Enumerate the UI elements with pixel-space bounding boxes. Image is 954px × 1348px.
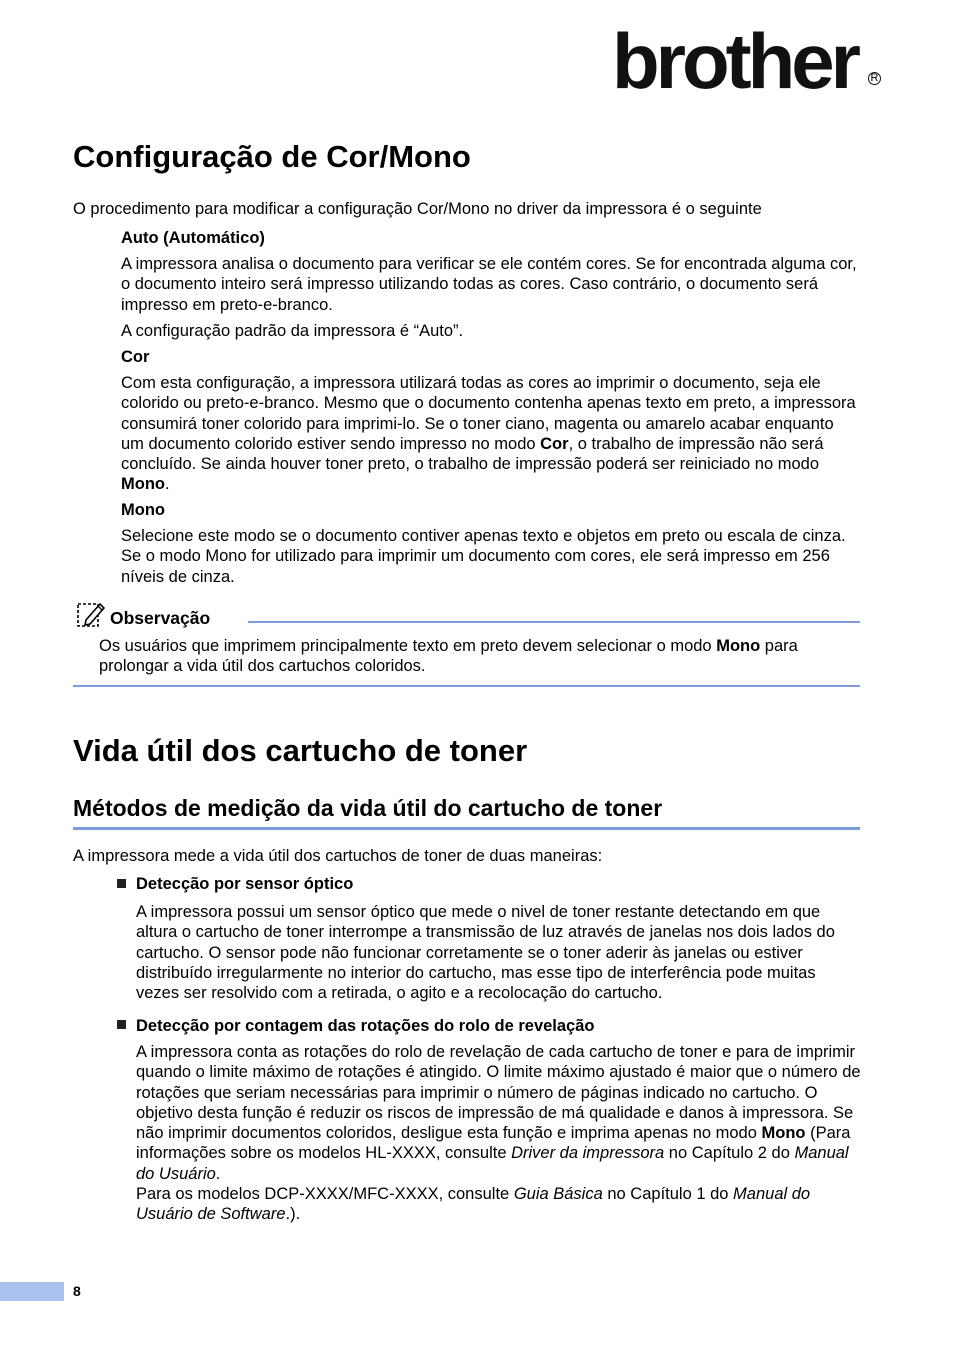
note-bottom-rule — [73, 685, 860, 687]
item1-text: A impressora possui um sensor óptico que mede o nivel de toner restante detectando em que altura o cartucho de toner interrompe a transmissão de luz através de janelas nos dois lados do cartucho. O sensor pode não funcionar corretamente se o toner aderir às janelas ou estiver distribuído irregularmente no interior do cartucho, mas esse tipo de interferência pode muitas vezes ser resolvido com a retirada, o agito e a recolocação do cartucho. — [136, 903, 835, 1003]
item2-italic: Driver da impressora — [511, 1144, 665, 1163]
page-number-tab — [0, 1282, 64, 1301]
brother-logo: brother — [612, 17, 857, 105]
cor-heading: Cor — [121, 348, 150, 366]
note-bold: Mono — [716, 637, 761, 655]
mono-heading: Mono — [121, 501, 165, 519]
note-text-part: Os usuários que imprimem principalmente texto em preto devem selecionar o modo — [99, 637, 717, 655]
cor-bold: Cor — [540, 434, 569, 453]
subsection-rule — [73, 827, 860, 830]
auto-heading: Auto (Automático) — [121, 229, 265, 247]
page-number: 8 — [73, 1283, 81, 1299]
section-title-toner-life: Vida útil dos cartucho de toner — [73, 733, 528, 768]
note-pencil-icon — [76, 600, 106, 630]
note-text — [99, 636, 859, 677]
item2-italic: Manual do Usuário — [136, 1144, 849, 1183]
item2-text-part: .). — [285, 1205, 301, 1224]
item2-text-part: A impressora conta as rotações do rolo de revelação de cada cartucho de toner e para de imprimir quando o limite máximo de rotações é atingido. O limite máximo ajustado é maior que o número de rotações que seriam necessárias para imprimir o número de páginas indicado no cartucho. O objetivo desta função é reduzir os riscos de impressão de má qualidade e danos à impressora. Se não imprimir documentos coloridos, desligue esta função e imprima apenas no modo — [136, 1043, 861, 1143]
mono-text: Selecione este modo se o documento contiver apenas texto e objetos em preto ou escala de cinza. Se o modo Mono for utilizado para imprimir um documento com cores, ele será impresso em 256 níveis de cinza. — [121, 527, 846, 586]
section-title-color-mono: Configuração de Cor/Mono — [73, 139, 471, 174]
item2-text-part: no Capítulo 1 do — [602, 1185, 734, 1204]
item2-text-part: Para os modelos DCP-XXXX/MFC-XXXX, consulte — [136, 1185, 514, 1204]
bullet-square-icon — [117, 879, 126, 888]
cor-text-part: Com esta configuração, a impressora utilizará todas as cores ao imprimir o documento, seja ele colorido ou preto-e-branco. Mesmo que o documento contenha apenas texto em preto, a impressora consumirá toner colorido para imprimi-lo. Se o toner ciano, magenta ou amarelo acabar enquanto um documento colorido estiver sendo impresso no modo — [121, 374, 856, 453]
section2-intro: A impressora mede a vida útil dos cartuchos de toner de duas maneiras: — [73, 847, 603, 865]
item2-text-part: no Capítulo 2 do — [664, 1144, 795, 1163]
subsection-title: Métodos de medição da vida útil do cartucho de toner — [73, 795, 663, 821]
item2-bold: Mono — [761, 1124, 806, 1143]
note-label: Observação — [110, 608, 211, 628]
item2-text-part: . — [215, 1164, 221, 1183]
note-text-part: para prolongar a vida útil dos cartuchos coloridos. — [99, 637, 798, 676]
auto-default: A configuração padrão da impressora é “Auto”. — [121, 322, 464, 340]
item2-text-part: (Para informações sobre os modelos HL-XXXX, consulte — [136, 1124, 851, 1163]
registered-mark: R — [868, 72, 881, 85]
item1-heading: Detecção por sensor óptico — [136, 875, 354, 893]
section1-intro: O procedimento para modificar a configuração Cor/Mono no driver da impressora é o seguinte — [73, 200, 762, 218]
item2-text — [136, 1042, 861, 1225]
item2-italic: Guia Básica — [513, 1185, 603, 1204]
bullet-square-icon — [117, 1020, 126, 1029]
cor-text-part: , o trabalho de impressão não será concluído. Se ainda houver toner preto, o trabalho de impressão poderá ser reiniciado no modo — [121, 434, 824, 474]
cor-text — [121, 373, 861, 495]
cor-text-part: . — [164, 475, 170, 494]
note-top-rule — [248, 621, 860, 623]
item2-heading: Detecção por contagem das rotações do rolo de revelação — [136, 1017, 595, 1035]
item2-italic: Manual do Usuário de Software — [136, 1185, 811, 1224]
mono-bold: Mono — [121, 475, 165, 494]
auto-text: A impressora analisa o documento para verificar se ele contém cores. Se for encontrada alguma cor, o documento inteiro será impresso utilizando todas as cores. Caso contrário, o documento será impresso em preto-e-branco. — [121, 255, 857, 314]
